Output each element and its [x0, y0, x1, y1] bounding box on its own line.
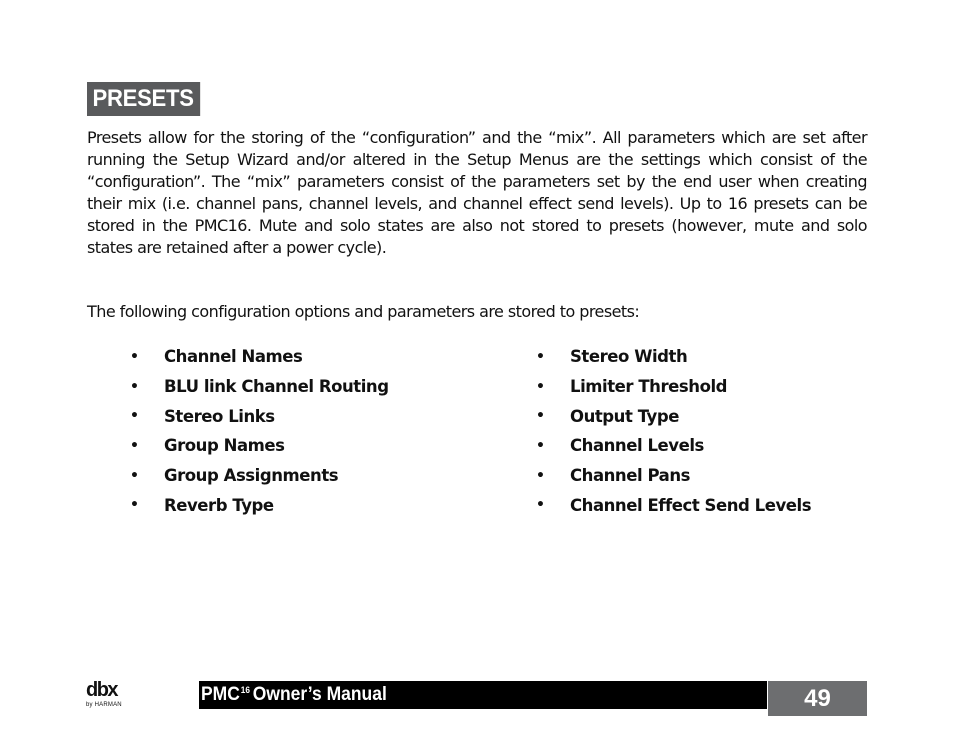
- list-item: [128, 461, 389, 491]
- list-item: [534, 342, 811, 372]
- dbx-logo-text: dbx: [86, 679, 118, 701]
- list-item-label: Channel Effect Send Levels: [570, 495, 812, 515]
- manual-title-suffix: Owner’s Manual: [252, 684, 387, 705]
- list-item-label: Stereo Width: [570, 347, 688, 367]
- list-intro-paragraph: The following configuration options and parameters are stored to presets:: [87, 302, 640, 321]
- bullet-icon: •: [536, 437, 545, 454]
- page-number: 49: [768, 681, 867, 716]
- bullet-icon: •: [130, 378, 139, 395]
- list-item: [534, 490, 811, 520]
- list-item: [128, 401, 389, 431]
- list-item: [534, 461, 811, 491]
- footer-manual-title: [199, 681, 767, 709]
- bullet-icon: •: [536, 348, 545, 365]
- list-item-label: Group Names: [164, 436, 285, 456]
- list-item-label: Channel Levels: [570, 436, 704, 456]
- intro-paragraph: Presets allow for the storing of the “configuration” and the “mix”. All parameters which are set after running the Setup Wizard and/or altered in the Setup Menus are the settings which consist of the “configuration”. The “mix” parameters consist of the parameters set by the end user when creating their mix (i.e. channel pans, channel levels, and channel effect send levels). Up to 16 presets can be stored in the PMC16. Mute and solo states are also not stored to presets (however, mute and solo states are retained after a power cycle).: [87, 128, 867, 257]
- manual-product-name: PMC: [201, 684, 240, 705]
- bullet-icon: •: [130, 467, 139, 484]
- bullet-icon: •: [536, 378, 545, 395]
- list-item-label: Stereo Links: [164, 406, 275, 426]
- bullet-icon: •: [130, 408, 139, 425]
- list-item: [128, 342, 389, 372]
- list-item: [534, 372, 811, 402]
- harman-logo-text: by HARMAN: [86, 702, 122, 708]
- list-item: [128, 431, 389, 461]
- manual-product-sup: 16: [240, 685, 250, 695]
- bullet-icon: •: [130, 437, 139, 454]
- bullet-icon: •: [536, 408, 545, 425]
- list-item-label: Channel Pans: [570, 466, 691, 486]
- list-item-label: Group Assignments: [164, 466, 339, 486]
- list-item-label: Limiter Threshold: [570, 377, 728, 397]
- bullet-icon: •: [536, 467, 545, 484]
- list-item-label: Channel Names: [164, 347, 303, 367]
- list-item: [534, 431, 811, 461]
- list-item-label: BLU link Channel Routing: [164, 377, 389, 397]
- section-heading: PRESETS: [87, 82, 200, 116]
- stored-items-list-right: [534, 342, 811, 520]
- bullet-icon: •: [130, 348, 139, 365]
- bullet-icon: •: [536, 497, 545, 514]
- list-item-label: Reverb Type: [164, 495, 274, 515]
- stored-items-list-left: [128, 342, 389, 520]
- list-item: [534, 401, 811, 431]
- dbx-logo: [86, 681, 132, 711]
- list-item-label: Output Type: [570, 406, 679, 426]
- bullet-icon: •: [130, 497, 139, 514]
- list-item: [128, 490, 389, 520]
- list-item: [128, 372, 389, 402]
